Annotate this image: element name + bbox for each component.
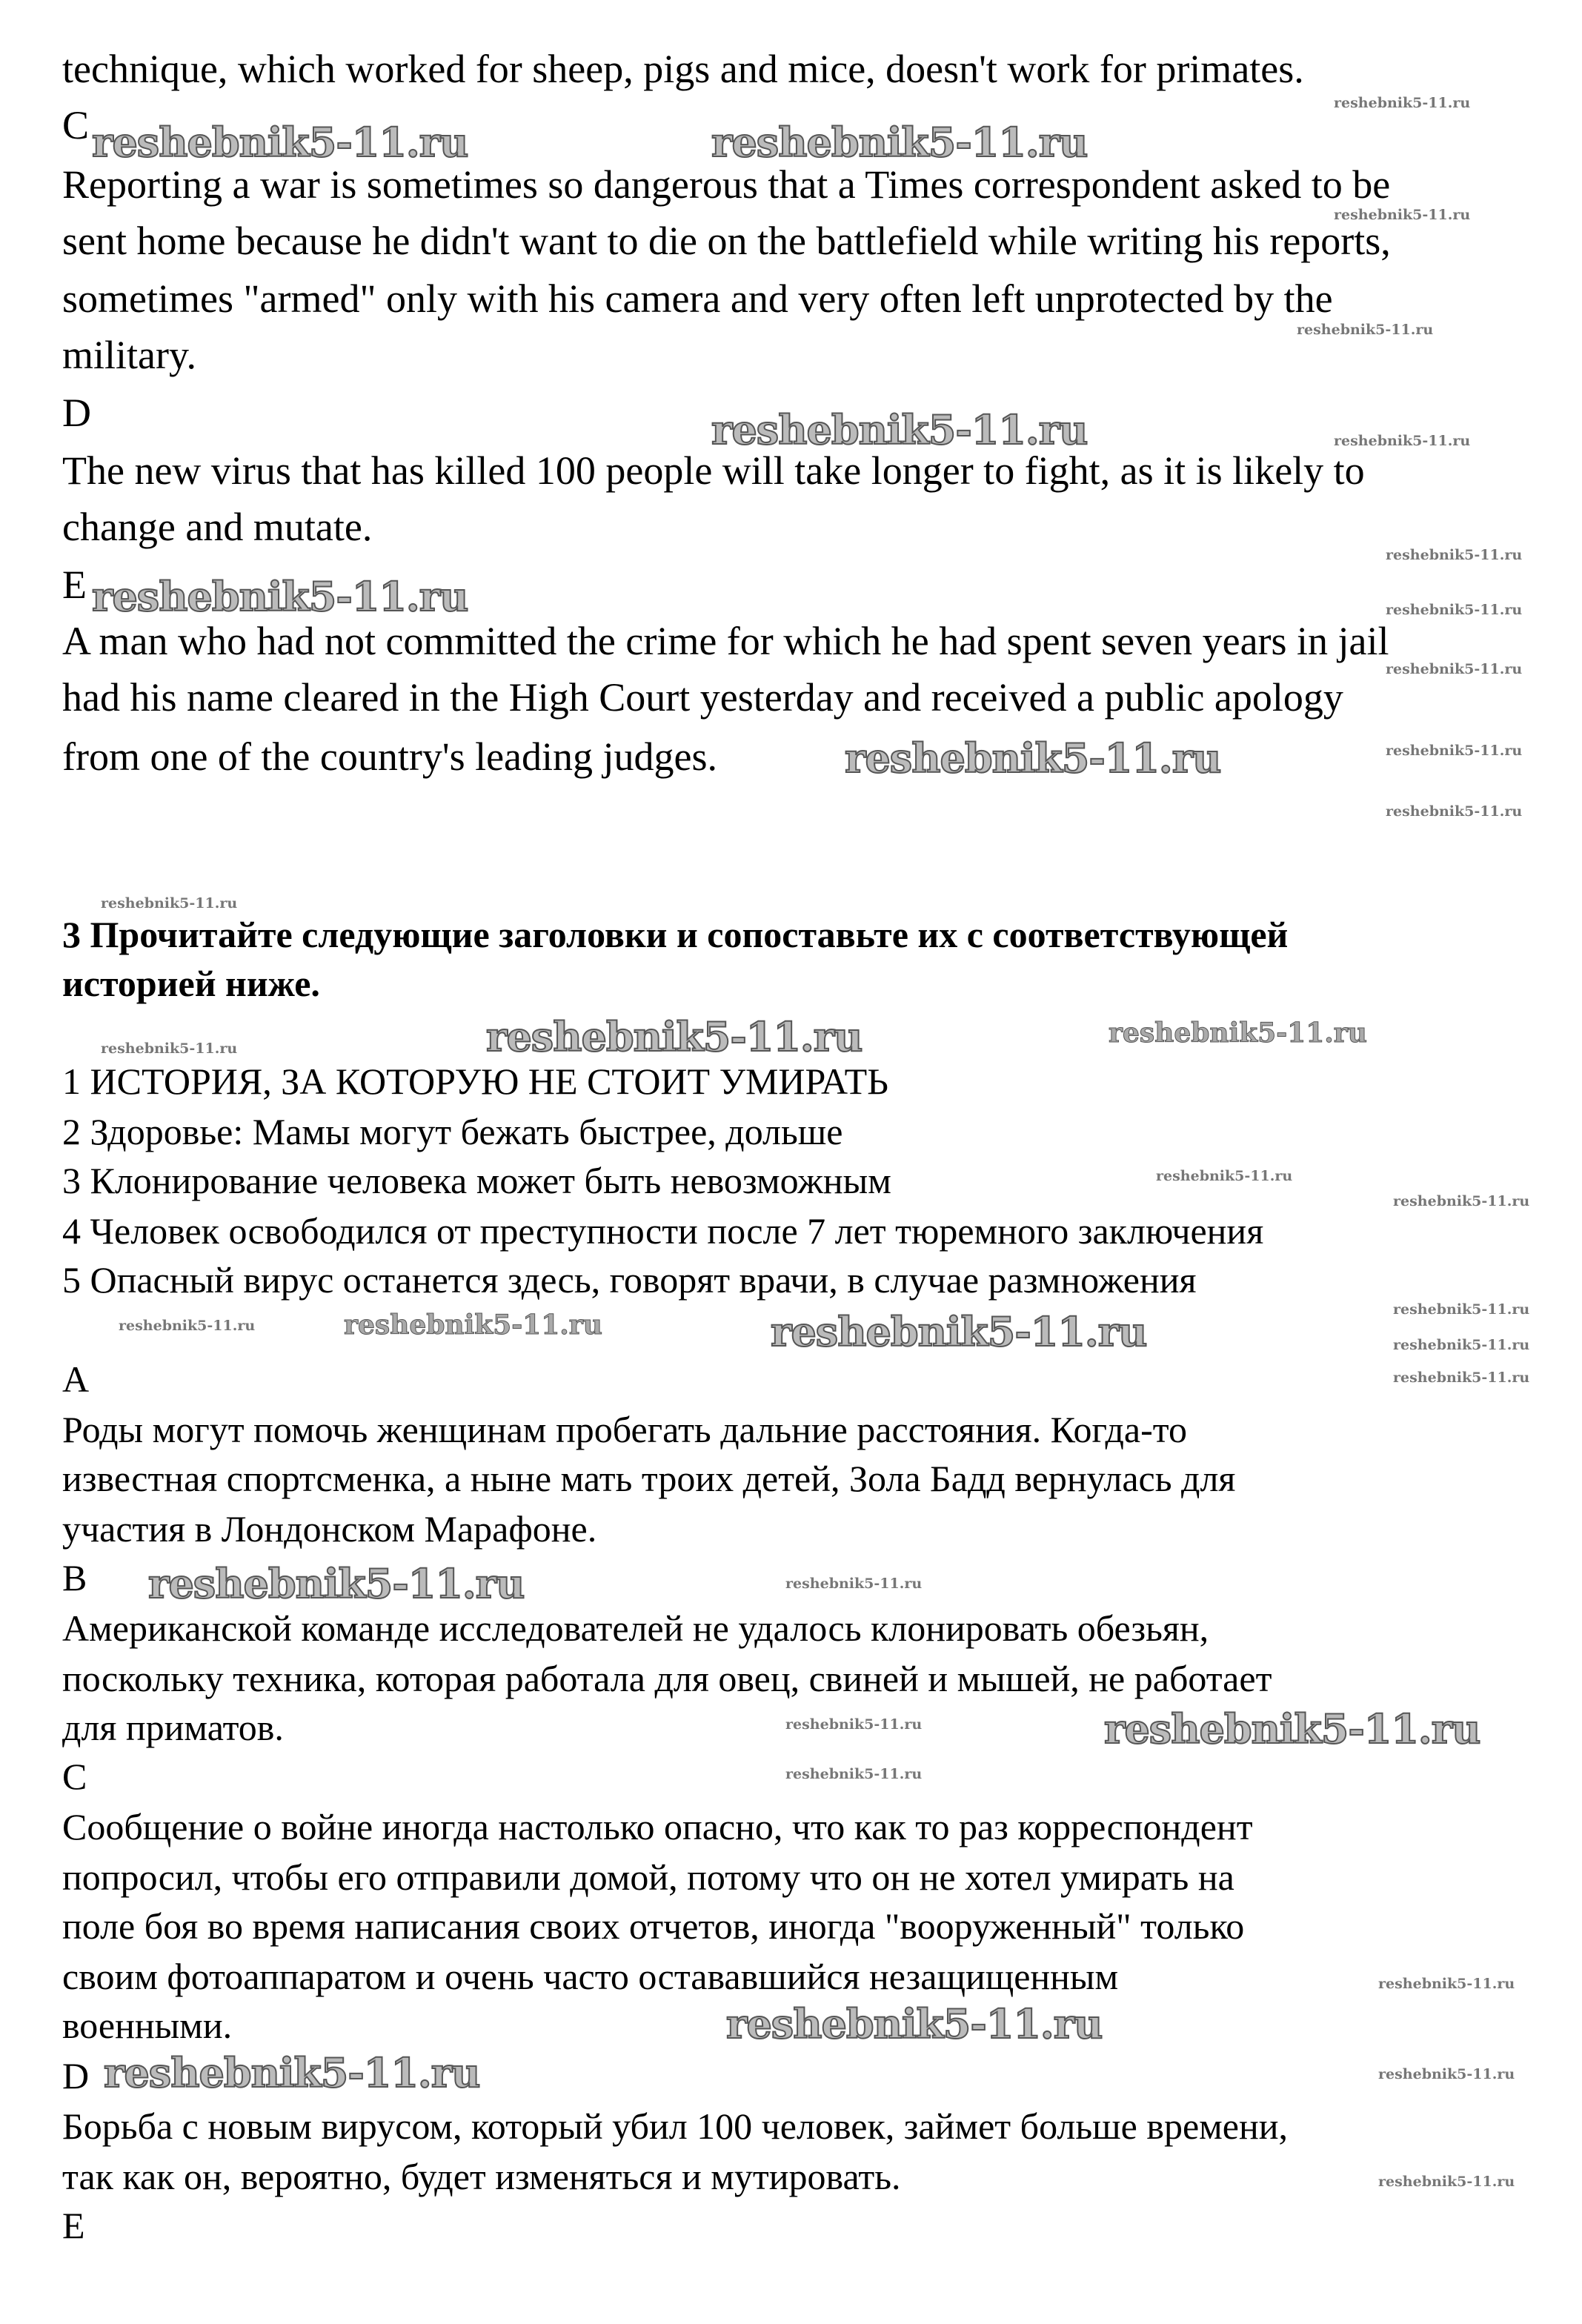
headline-item: 2 Здоровье: Мамы могут бежать быстрее, дольше [62, 1111, 843, 1152]
paragraph-line: своим фотоаппаратом и очень часто остававшийся незащищенным [62, 1956, 1119, 1997]
paragraph-line: известная спортсменка, а ныне мать троих детей, Зола Бадд вернулась для [62, 1458, 1236, 1499]
watermark: reshebnik5-11.ru [1334, 95, 1471, 111]
section-label: D [62, 391, 91, 435]
paragraph-line: had his name cleared in the High Court yesterday and received a public apology [62, 675, 1343, 720]
watermark: reshebnik5-11.ru [119, 1318, 256, 1334]
watermark: reshebnik5-11.ru [1393, 1301, 1530, 1318]
watermark: reshebnik5-11.ru [1334, 433, 1471, 449]
section-label: A [62, 1358, 90, 1400]
watermark: reshebnik5-11.ru [845, 734, 1221, 782]
section-label: D [62, 2055, 90, 2096]
paragraph-line: A man who had not committed the crime for which he had spent seven years in jail [62, 619, 1389, 663]
paragraph-line: участия в Лондонском Марафоне. [62, 1508, 597, 1550]
paragraph-line: так как он, вероятно, будет изменяться и мутировать. [62, 2156, 901, 2197]
headline-item: 3 Клонирование человека может быть невозможным [62, 1160, 891, 1201]
paragraph-line: Американской команде исследователей не удалось клонировать обезьян, [62, 1607, 1209, 1649]
watermark: reshebnik5-11.ru [785, 1766, 923, 1782]
watermark: reshebnik5-11.ru [1378, 1976, 1515, 1992]
watermark: reshebnik5-11.ru [1297, 322, 1434, 338]
task-heading: 3 Прочитайте следующие заголовки и сопоставьте их с соответствующей [62, 914, 1289, 955]
watermark: reshebnik5-11.ru [1386, 661, 1523, 677]
watermark: reshebnik5-11.ru [1109, 1017, 1367, 1049]
section-label: E [62, 2205, 85, 2246]
headline-item: 1 ИСТОРИЯ, ЗА КОТОРУЮ НЕ СТОИТ УМИРАТЬ [62, 1060, 888, 1102]
watermark: reshebnik5-11.ru [101, 1040, 238, 1057]
watermark: reshebnik5-11.ru [711, 119, 1088, 166]
watermark: reshebnik5-11.ru [1386, 602, 1523, 618]
section-label: C [62, 103, 90, 147]
watermark: reshebnik5-11.ru [711, 406, 1088, 454]
watermark: reshebnik5-11.ru [1104, 1705, 1480, 1753]
watermark: reshebnik5-11.ru [1386, 547, 1523, 563]
paragraph-line: from one of the country's leading judges. [62, 734, 718, 779]
watermark: reshebnik5-11.ru [148, 1560, 525, 1607]
watermark: reshebnik5-11.ru [1386, 743, 1523, 759]
watermark: reshebnik5-11.ru [1386, 803, 1523, 820]
watermark: reshebnik5-11.ru [104, 2049, 480, 2096]
watermark: reshebnik5-11.ru [785, 1716, 923, 1733]
watermark: reshebnik5-11.ru [785, 1576, 923, 1592]
watermark: reshebnik5-11.ru [101, 895, 238, 912]
paragraph-line: военными. [62, 2005, 233, 2046]
paragraph-line: попросил, чтобы его отправили домой, потому что он не хотел умирать на [62, 1856, 1234, 1898]
section-label: B [62, 1557, 87, 1598]
paragraph-line: поскольку техника, которая работала для овец, свиней и мышей, не работает [62, 1658, 1272, 1699]
watermark: reshebnik5-11.ru [1378, 2174, 1515, 2190]
paragraph-line: The new virus that has killed 100 people will take longer to fight, as it is likely to [62, 448, 1365, 493]
section-label: C [62, 1756, 87, 1797]
watermark: reshebnik5-11.ru [1393, 1337, 1530, 1353]
watermark: reshebnik5-11.ru [1393, 1370, 1530, 1386]
watermark: reshebnik5-11.ru [1156, 1168, 1293, 1184]
paragraph-line: Reporting a war is sometimes so dangerous that a Times correspondent asked to be [62, 162, 1391, 207]
headline-item: 4 Человек освободился от преступности после 7 лет тюремного заключения [62, 1210, 1264, 1252]
watermark: reshebnik5-11.ru [771, 1308, 1147, 1355]
paragraph-line: Роды могут помочь женщинам пробегать дальние расстояния. Когда-то [62, 1409, 1187, 1450]
headline-item: 5 Опасный вирус останется здесь, говорят врачи, в случае размножения [62, 1259, 1197, 1301]
watermark: reshebnik5-11.ru [92, 119, 468, 166]
paragraph-line: sent home because he didn't want to die on the battlefield while writing his reports, [62, 219, 1391, 263]
paragraph-line: technique, which worked for sheep, pigs and mice, doesn't work for primates. [62, 47, 1304, 91]
paragraph-line: military. [62, 333, 196, 377]
paragraph-line: Сообщение о войне иногда настолько опасно, что как то раз корреспондент [62, 1806, 1253, 1847]
watermark: reshebnik5-11.ru [1334, 207, 1471, 223]
watermark: reshebnik5-11.ru [726, 2000, 1103, 2048]
section-label: E [62, 562, 87, 607]
paragraph-line: Борьба с новым вирусом, который убил 100 человек, займет больше времени, [62, 2105, 1289, 2147]
paragraph-line: для приматов. [62, 1707, 284, 1748]
watermark: reshebnik5-11.ru [486, 1013, 863, 1060]
watermark: reshebnik5-11.ru [92, 573, 468, 620]
watermark: reshebnik5-11.ru [344, 1309, 602, 1341]
watermark: reshebnik5-11.ru [1393, 1193, 1530, 1209]
paragraph-line: sometimes "armed" only with his camera and very often left unprotected by the [62, 276, 1333, 321]
paragraph-line: change and mutate. [62, 505, 373, 549]
paragraph-line: поле боя во время написания своих отчетов, иногда "вооруженный" только [62, 1905, 1245, 1947]
watermark: reshebnik5-11.ru [1378, 2066, 1515, 2082]
task-heading: историей ниже. [62, 963, 320, 1004]
